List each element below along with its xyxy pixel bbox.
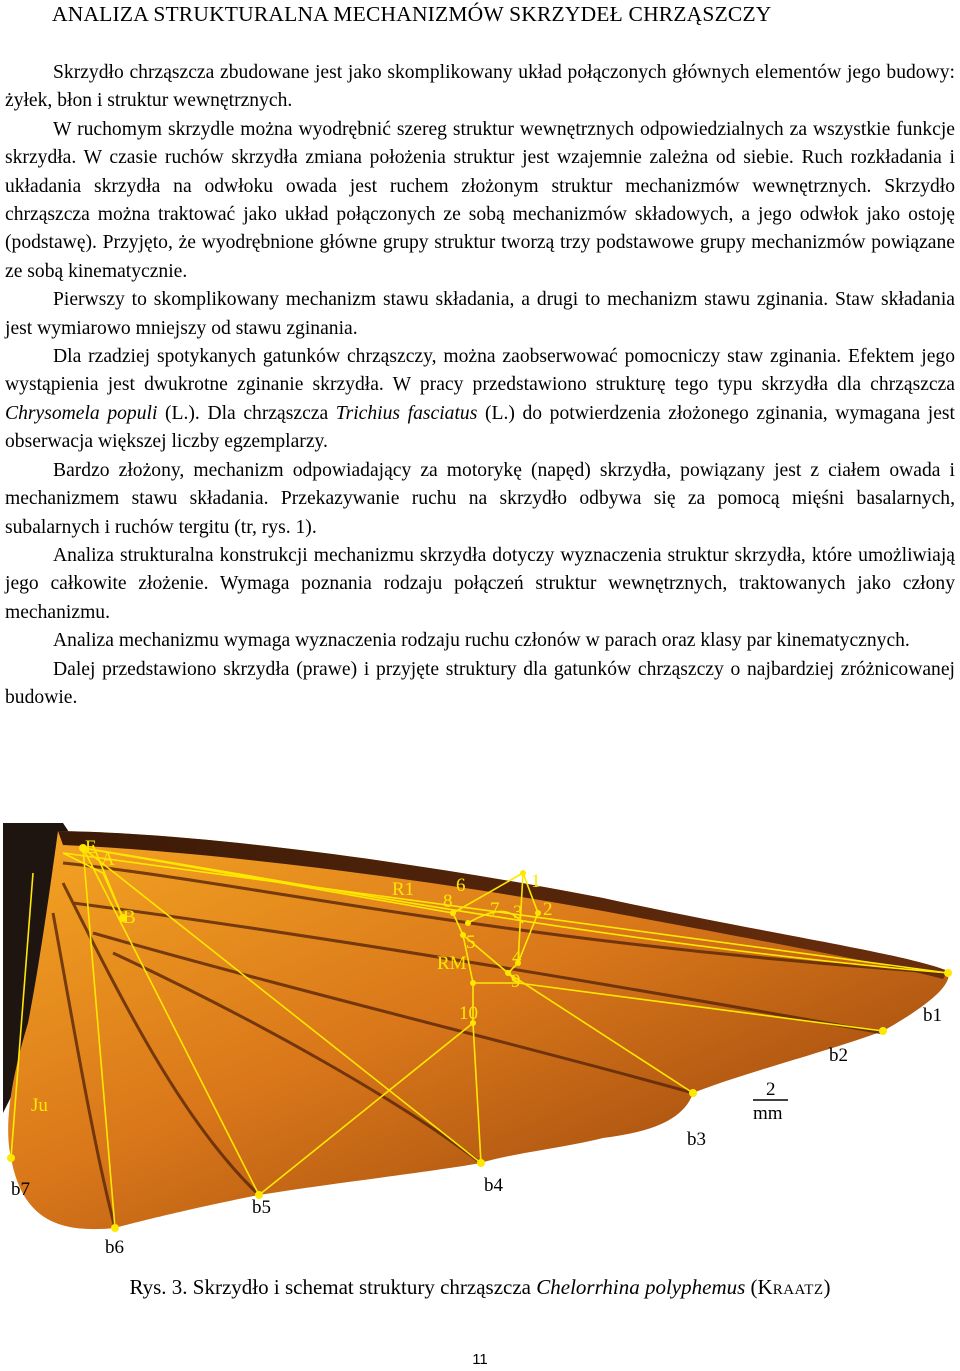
paragraph-6: Analiza strukturalna konstrukcji mechanizmu skrzydła dotyczy wyznaczenia struktur skrzydła, które umożliwiają jego całkowite złożenie. Wymaga poznania rodzaju połączeń struktur wewnętrznych, traktowanych jako człony mechanizmu. xyxy=(5,544,955,623)
label-A: A xyxy=(101,849,115,870)
paragraph-4-start: Dla rzadziej spotykanych gatunków chrząszczy, można zaobserwować pomocniczy staw zginania. Efektem jego wystąpienia jest dwukrotne zginanie skrzydła. W pracy przedstawiono strukturę tego typu skrzydła dla chrząszcza xyxy=(5,346,955,396)
label-b7: b7 xyxy=(11,1179,30,1200)
label-1: 1 xyxy=(531,871,541,892)
wing-diagram xyxy=(3,823,957,1263)
label-RM: RM xyxy=(437,953,467,974)
paragraph-4-end: (L.) do potwierdzenia złożonego zginania, wymagana jest obserwacja większej liczby egzemplarzy. xyxy=(5,402,955,453)
label-3: 3 xyxy=(513,902,523,923)
paragraph-8: Dalej przedstawiono skrzydła (prawe) i przyjęte struktury dla gatunków chrząszczy o najbardziej zróżnicowanej budowie. xyxy=(5,658,955,708)
label-2: 2 xyxy=(543,899,553,920)
label-9: 9 xyxy=(511,971,521,992)
page-number: 11 xyxy=(472,1351,488,1368)
label-b3: b3 xyxy=(687,1129,706,1150)
wing-membrane xyxy=(8,831,949,1229)
caption-author-open: (K xyxy=(745,1275,773,1299)
label-7: 7 xyxy=(490,899,500,920)
figure-caption xyxy=(0,1275,960,1300)
paragraph-7: Analiza mechanizmu wymaga wyznaczenia rodzaju ruchu członów w parach oraz klasy par kinematycznych. xyxy=(53,630,910,652)
label-b1: b1 xyxy=(923,1005,942,1026)
species-chrysomela: Chrysomela populi xyxy=(5,402,158,424)
caption-prefix: Rys. 3. Skrzydło i schemat struktury chrząszcza xyxy=(129,1275,537,1299)
label-8: 8 xyxy=(443,891,453,912)
label-b5: b5 xyxy=(252,1197,271,1218)
wing-figure xyxy=(3,823,957,1263)
label-10: 10 xyxy=(459,1003,478,1024)
label-5: 5 xyxy=(466,932,476,953)
paragraph-5: Bardzo złożony, mechanizm odpowiadający za motorykę (napęd) skrzydła, powiązany jest z ciałem owada i mechanizmem stawu składania. Przekazywanie ruchu na skrzydło odbywa się za pomocą mięśni basalarnych, subalarnych i ruchów tergitu (tr, rys. 1). xyxy=(5,459,955,538)
label-b4: b4 xyxy=(484,1175,503,1196)
label-E: E xyxy=(85,837,97,858)
caption-author-close: ) xyxy=(823,1275,831,1299)
label-R1: R1 xyxy=(392,879,415,900)
paragraph-1: Skrzydło chrząszcza zbudowane jest jako skomplikowany układ połączonych głównych elementów jego budowy: żyłek, błon i struktur wewnętrznych. xyxy=(5,62,955,112)
body-text xyxy=(5,59,955,712)
paragraph-4 xyxy=(5,343,955,457)
paragraph-3: Pierwszy to skomplikowany mechanizm stawu składania, a drugi to mechanizm stawu zginania. Staw składania jest wymiarowo mniejszy od stawu zginania. xyxy=(5,289,955,339)
label-4: 4 xyxy=(512,947,522,968)
caption-author-smallcaps: RAATZ xyxy=(772,1282,824,1298)
scale-unit: mm xyxy=(753,1103,783,1124)
label-b6: b6 xyxy=(105,1237,124,1258)
scale-value: 2 xyxy=(766,1079,776,1100)
label-Ju: Ju xyxy=(31,1095,48,1116)
label-B: B xyxy=(123,907,136,928)
species-trichius: Trichius fasciatus xyxy=(335,402,478,424)
label-b2: b2 xyxy=(829,1045,848,1066)
page-title: ANALIZA STRUKTURALNA MECHANIZMÓW SKRZYDEŁ CHRZĄSZCZY xyxy=(52,2,772,26)
caption-species: Chelorrhina polyphemus xyxy=(536,1275,746,1299)
paragraph-4-mid: (L.). Dla chrząszcza xyxy=(157,402,336,424)
paragraph-2: W ruchomym skrzydle można wyodrębnić szereg struktur wewnętrznych odpowiedzialnych za wszystkie funkcje skrzydła. W czasie ruchów skrzydła zmiana położenia struktur jest wzajemnie zależna od siebie. Ruch rozkładania i układania skrzydła na odwłoku owada jest ruchem złożonym struktur mechanizmów wewnętrznych. Skrzydło chrząszcza można traktować jako układ połączonych ze sobą mechanizmów składowych, a jego odwłok jako ostoję (podstawę). Przyjęto, że wyodrębnione główne grupy struktur tworzą trzy podstawowe grupy mechanizmów powiązane ze sobą kinematycznie. xyxy=(5,118,955,282)
label-6: 6 xyxy=(456,875,466,896)
